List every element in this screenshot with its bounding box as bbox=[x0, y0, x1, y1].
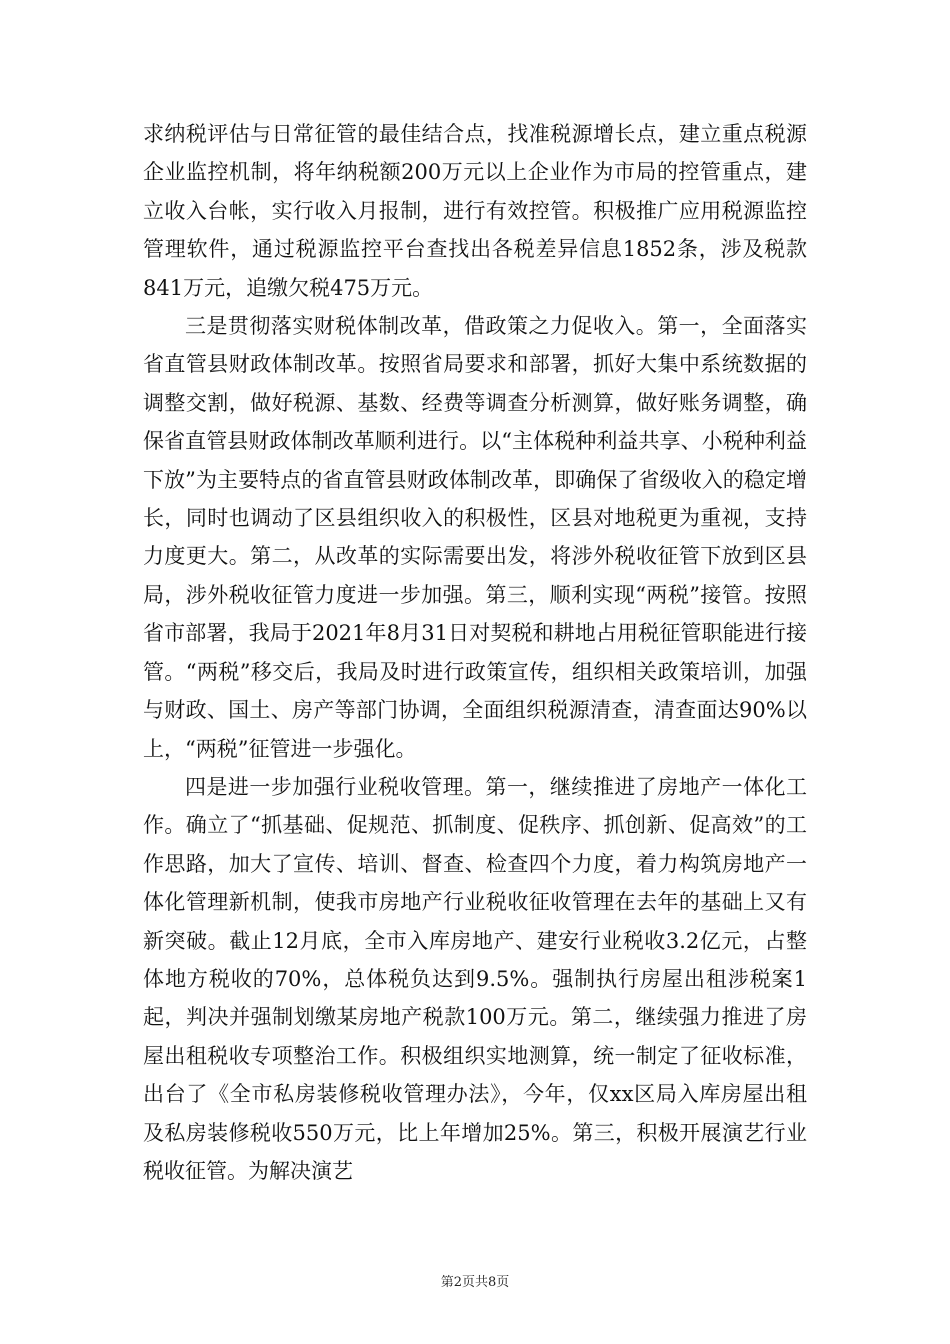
page-footer bbox=[0, 1271, 950, 1290]
body-text bbox=[143, 115, 807, 1190]
paragraph-continued: 求纳税评估与日常征管的最佳结合点，找准税源增长点，建立重点税源企业监控机制，将年纳税额200万元以上企业作为市局的控管重点，建立收入台帐，实行收入月报制，进行有效控管。积极推广应用税源监控管理软件，通过税源监控平台查找出各税差异信息1852条，涉及税款841万元，追缴欠税475万元。 bbox=[143, 122, 807, 300]
paragraph-fiscal-reform: 三是贯彻落实财税体制改革，借政策之力促收入。第一，全面落实省直管县财政体制改革。按照省局要求和部署，抓好大集中系统数据的调整交割，做好税源、基数、经费等调查分析测算，做好账务调整，确保省直管县财政体制改革顺利进行。以“主体税种利益共享、小税种利益下放”为主要特点的省直管县财政体制改革，即确保了省级收入的稳定增长，同时也调动了区县组织收入的积极性，区县对地税更为重视，支持力度更大。第二，从改革的实际需要出发，将涉外税收征管下放到区县局，涉外税收征管力度进一步加强。第三，顺利实现“两税”接管。按照省市部署，我局于2021年8月31日对契税和耕地占用税征管职能进行接管。“两税”移交后，我局及时进行政策宣传，组织相关政策培训，加强与财政、国土、房产等部门协调，全面组织税源清查，清查面达90%以上，“两税”征管进一步强化。 bbox=[143, 314, 807, 761]
page-number: 第2页共8页 bbox=[440, 1275, 510, 1290]
paragraph-industry-tax: 四是进一步加强行业税收管理。第一，继续推进了房地产一体化工作。确立了“抓基础、促规范、抓制度、促秩序、抓创新、促高效”的工作思路，加大了宣传、培训、督查、检查四个力度，着力构筑房地产一体化管理新机制，使我市房地产行业税收征收管理在去年的基础上又有新突破。截止12月底，全市入库房地产、建安行业税收3.2亿元，占整体地方税收的70%，总体税负达到9.5%。强制执行房屋出租涉税案1起，判决并强制划缴某房地产税款100万元。第二，继续强力推进了房屋出租税收专项整治工作。积极组织实地测算，统一制定了征收标准，出台了《全市私房装修税收管理办法》，今年，仅xx区局入库房屋出租及私房装修税收550万元，比上年增加25%。第三，积极开展演艺行业税收征管。为解决演艺 bbox=[143, 774, 807, 1183]
